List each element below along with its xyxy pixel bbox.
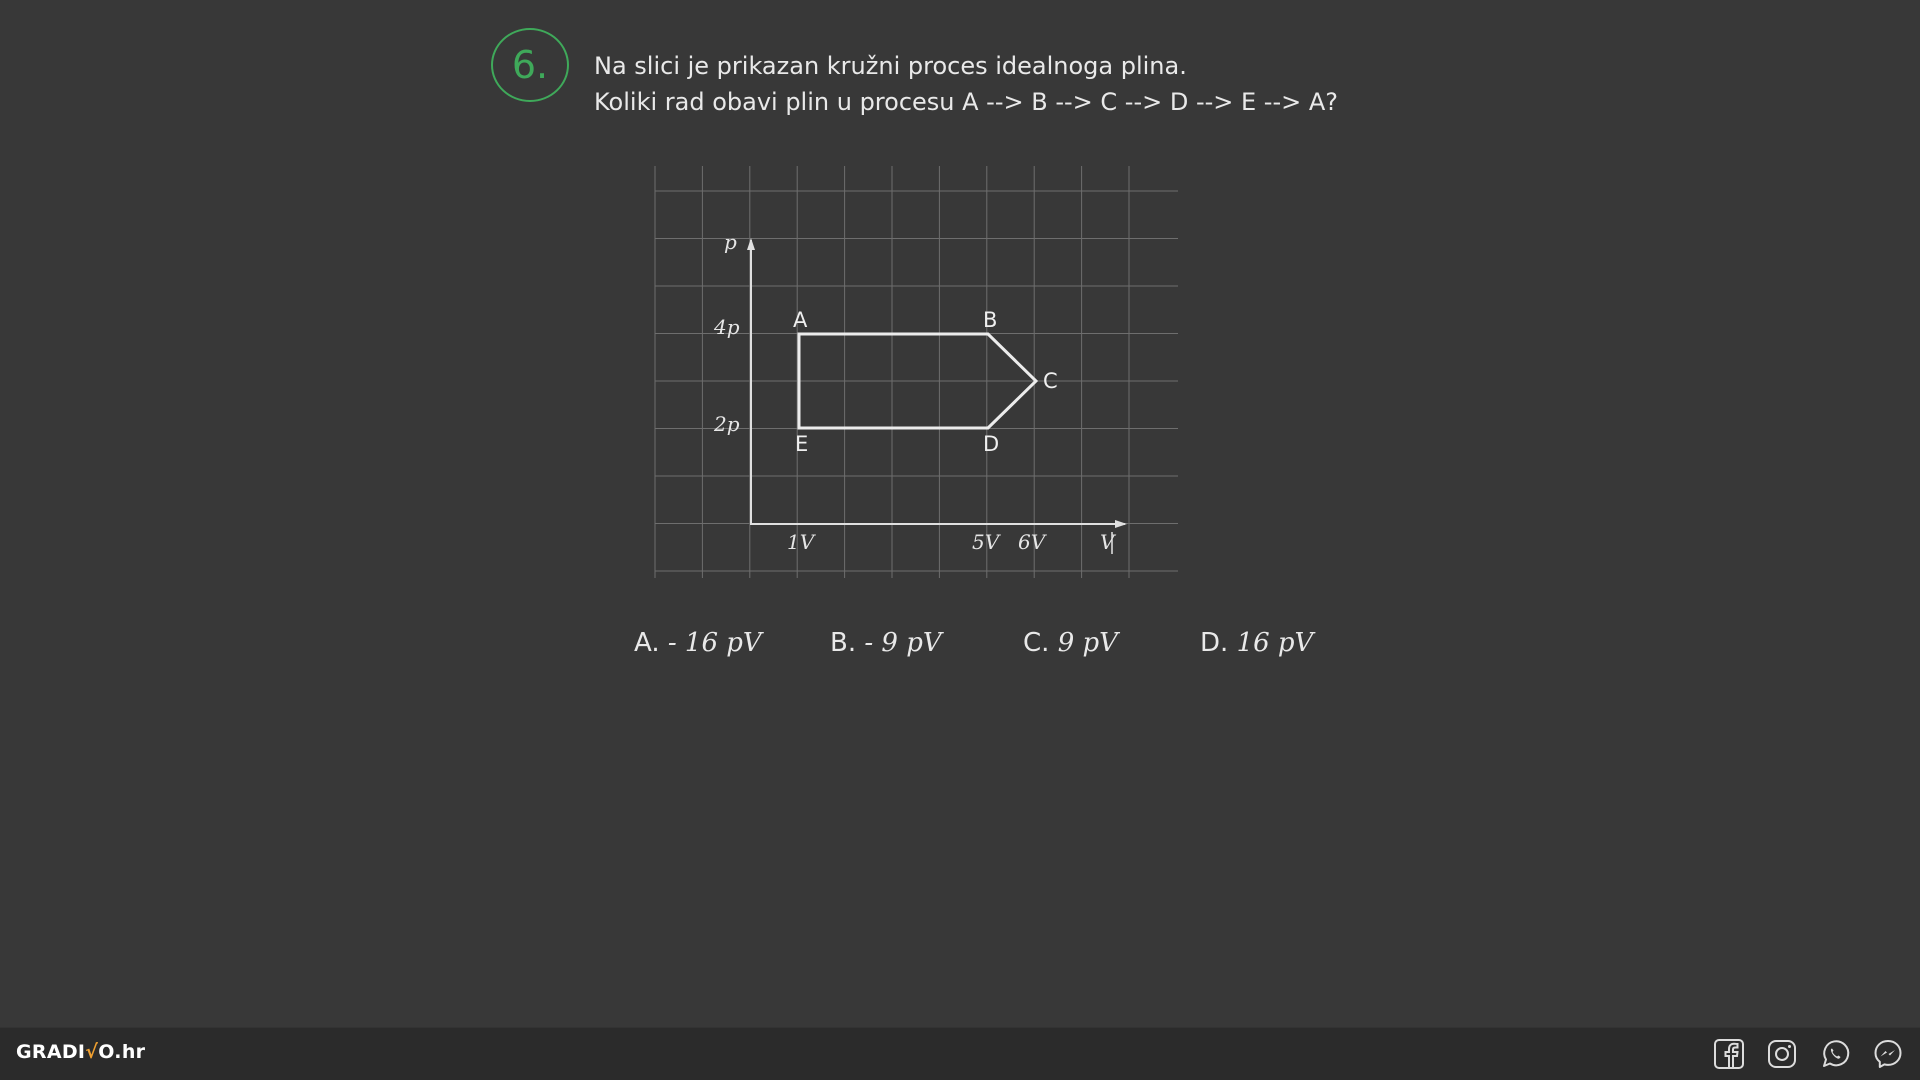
point-label-b: B bbox=[983, 308, 998, 332]
logo-text-accent: √ bbox=[85, 1041, 99, 1063]
answer-letter: D. bbox=[1200, 628, 1229, 658]
question-text bbox=[594, 48, 1338, 120]
whatsapp-icon[interactable] bbox=[1818, 1037, 1851, 1070]
answer-value: - 16 pV bbox=[667, 628, 762, 658]
footer-bar bbox=[0, 1027, 1920, 1080]
problem-number: 6. bbox=[511, 43, 549, 87]
point-label-e: E bbox=[795, 432, 809, 456]
point-label-c: C bbox=[1043, 369, 1058, 393]
grid bbox=[655, 166, 1178, 578]
logo-text-start: GRADI bbox=[16, 1041, 86, 1063]
point-label-d: D bbox=[983, 432, 1000, 456]
v-axis-arrow-icon bbox=[1115, 520, 1127, 528]
axis-label-p: p bbox=[724, 230, 737, 254]
tick-label-6v: 6V bbox=[1018, 530, 1046, 554]
answer-option-a[interactable] bbox=[634, 628, 762, 658]
answer-options bbox=[0, 628, 1920, 668]
axis-label-v: V bbox=[1100, 530, 1115, 554]
logo-text-end: O.hr bbox=[98, 1041, 146, 1063]
answer-option-b[interactable] bbox=[830, 628, 942, 658]
answer-option-d[interactable] bbox=[1200, 628, 1313, 658]
answer-letter: A. bbox=[634, 628, 660, 658]
answer-letter: C. bbox=[1023, 628, 1050, 658]
point-label-a: A bbox=[793, 308, 808, 332]
facebook-icon[interactable] bbox=[1712, 1037, 1745, 1070]
answer-value: 9 pV bbox=[1057, 628, 1118, 658]
tick-label-5v: 5V bbox=[972, 530, 1000, 554]
answer-value: 16 pV bbox=[1236, 628, 1314, 658]
answer-letter: B. bbox=[830, 628, 857, 658]
answer-option-c[interactable] bbox=[1023, 628, 1118, 658]
gradivo-logo[interactable] bbox=[16, 1041, 145, 1063]
social-links bbox=[1712, 1037, 1904, 1070]
tick-label-4p: 4p bbox=[714, 315, 740, 339]
tick-label-2p: 2p bbox=[714, 412, 740, 436]
instagram-icon[interactable] bbox=[1765, 1037, 1798, 1070]
p-axis-arrow-icon bbox=[747, 238, 755, 250]
answer-value: - 9 pV bbox=[864, 628, 942, 658]
tick-label-1v: 1V bbox=[787, 530, 815, 554]
question-line-2: Koliki rad obavi plin u procesu A --> B --> C --> D --> E --> A? bbox=[594, 88, 1339, 116]
pv-diagram bbox=[640, 160, 1180, 590]
problem-number-badge bbox=[491, 28, 569, 102]
question-line-1: Na slici je prikazan kružni proces idealnoga plina. bbox=[594, 52, 1187, 80]
messenger-icon[interactable] bbox=[1871, 1037, 1904, 1070]
